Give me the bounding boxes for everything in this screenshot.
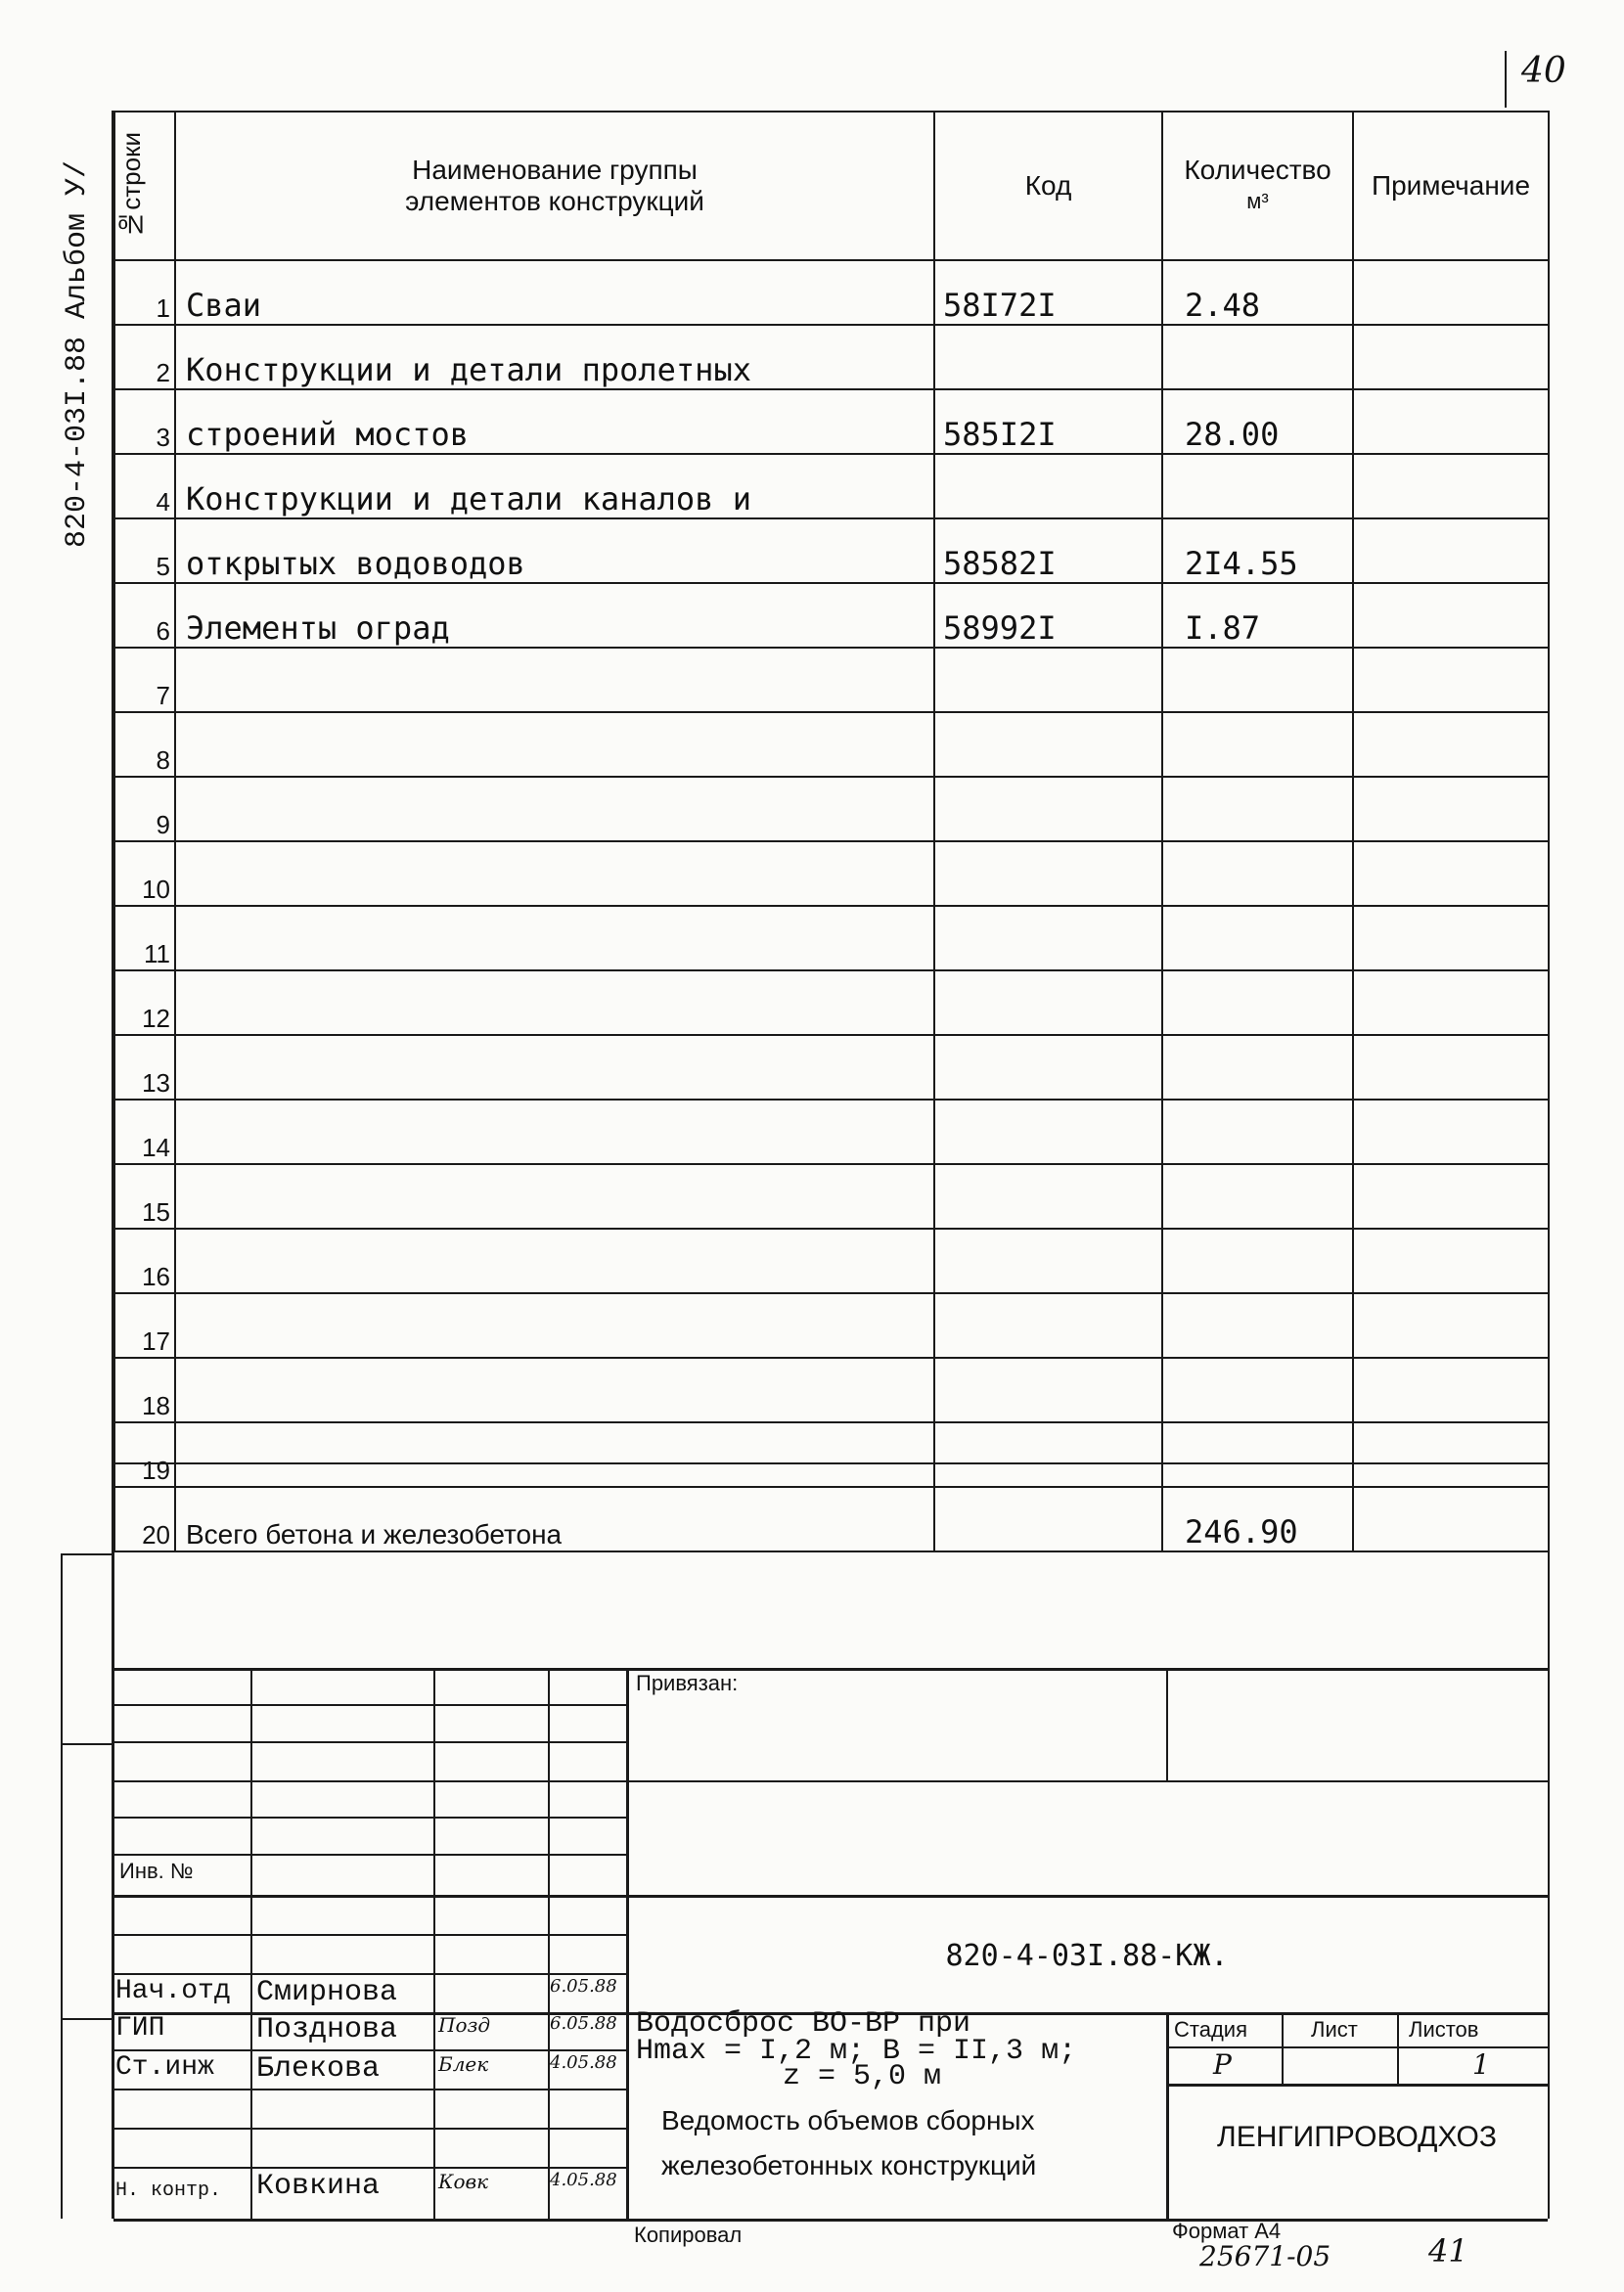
row-code — [934, 648, 1162, 712]
row-code — [934, 1487, 1162, 1551]
row-quantity — [1162, 1229, 1353, 1293]
table-row — [114, 325, 1549, 389]
row-number: 12 — [114, 970, 175, 1035]
row-number: 14 — [114, 1100, 175, 1164]
header-code: Код — [934, 112, 1162, 260]
signer-signature: Ковк — [438, 2170, 489, 2193]
table-row — [114, 1229, 1549, 1293]
signer-role: ГИП — [115, 2013, 165, 2044]
margin-line — [61, 1553, 113, 1555]
header-note: Примечание — [1353, 112, 1549, 260]
signer-signature: Блек — [438, 2052, 489, 2076]
row-quantity — [1162, 841, 1353, 906]
row-number: 10 — [114, 841, 175, 906]
row-name — [175, 1100, 934, 1164]
row-quantity — [1162, 1422, 1353, 1487]
table-row — [114, 583, 1549, 648]
row-note — [1353, 454, 1549, 518]
row-code — [934, 1358, 1162, 1422]
row-name — [175, 712, 934, 777]
table-row — [114, 1487, 1549, 1551]
row-number: 11 — [114, 906, 175, 970]
row-note — [1353, 1100, 1549, 1164]
row-note — [1353, 1487, 1549, 1551]
row-code — [934, 454, 1162, 518]
margin-line — [61, 2018, 113, 2020]
row-note — [1353, 777, 1549, 841]
row-quantity — [1162, 648, 1353, 712]
row-code — [934, 1035, 1162, 1100]
row-quantity — [1162, 970, 1353, 1035]
row-name — [175, 841, 934, 906]
row-quantity: 2I4.55 — [1162, 518, 1353, 583]
row-quantity: I.87 — [1162, 583, 1353, 648]
row-note — [1353, 389, 1549, 454]
format-label: Формат А4 — [1172, 2219, 1282, 2243]
margin-line — [61, 1743, 113, 1745]
row-name — [175, 970, 934, 1035]
row-code — [934, 1100, 1162, 1164]
row-name — [175, 1358, 934, 1422]
stamp-hline — [113, 2049, 626, 2051]
organization: ЛЕНГИПРОВОДХОЗ — [1217, 2121, 1497, 2153]
subtitle-line-2: железобетонных конструкций — [661, 2150, 1037, 2180]
sheets-label: Листов — [1409, 2017, 1479, 2042]
row-quantity: 28.00 — [1162, 389, 1353, 454]
stamp-hline — [113, 1895, 1548, 1898]
row-quantity — [1162, 1164, 1353, 1229]
page-number: 40 — [1521, 51, 1566, 91]
row-quantity: 2.48 — [1162, 260, 1353, 325]
signer-name: Позднова — [256, 2013, 398, 2046]
row-note — [1353, 325, 1549, 389]
row-quantity — [1162, 454, 1353, 518]
row-name: Конструкции и детали каналов и — [175, 454, 934, 518]
stamp-vline — [548, 1668, 550, 2219]
row-code — [934, 970, 1162, 1035]
row-code — [934, 1164, 1162, 1229]
row-code — [934, 712, 1162, 777]
row-name: открытых водоводов — [175, 518, 934, 583]
volumes-table — [113, 111, 1550, 1552]
table-row — [114, 389, 1549, 454]
header-quantity: Количество м³ — [1162, 112, 1353, 260]
row-note — [1353, 1035, 1549, 1100]
stamp-vline — [433, 1668, 435, 2219]
row-code: 58582I — [934, 518, 1162, 583]
stamp-hline — [113, 1780, 1548, 1782]
signer-role: Н. контр. — [115, 2180, 222, 2202]
row-note — [1353, 583, 1549, 648]
row-note — [1353, 712, 1549, 777]
row-note — [1353, 1422, 1549, 1487]
signer-date: 6.05.88 — [550, 1976, 617, 1997]
row-quantity — [1162, 712, 1353, 777]
row-quantity — [1162, 777, 1353, 841]
table-row — [114, 970, 1549, 1035]
signer-name: Смирнова — [256, 1976, 398, 2009]
row-note — [1353, 841, 1549, 906]
row-number: 1 — [114, 260, 175, 325]
signer-date: 4.05.88 — [550, 2170, 617, 2190]
table-row — [114, 1100, 1549, 1164]
row-name: Сваи — [175, 260, 934, 325]
signer-name: Блекова — [256, 2052, 381, 2086]
row-code — [934, 1229, 1162, 1293]
row-code — [934, 777, 1162, 841]
row-number: 13 — [114, 1035, 175, 1100]
row-name — [175, 1422, 934, 1487]
stamp-bottom-line — [113, 2219, 1548, 2222]
row-quantity — [1162, 325, 1353, 389]
subtitle-line-1: Ведомость объемов сборных — [661, 2105, 1035, 2135]
row-note — [1353, 1293, 1549, 1358]
row-note — [1353, 648, 1549, 712]
row-note — [1353, 1358, 1549, 1422]
side-label: 820-4-03I.88 Альбом У/ — [61, 159, 94, 548]
row-name — [175, 1293, 934, 1358]
stamp-vline — [1282, 2012, 1284, 2084]
row-number: 3 — [114, 389, 175, 454]
stamp-hline — [113, 2128, 626, 2130]
header-row-no: №строки — [114, 112, 175, 260]
stamp-vline — [1397, 2012, 1399, 2084]
row-name — [175, 1229, 934, 1293]
stamp-hline — [113, 2167, 626, 2169]
row-name — [175, 648, 934, 712]
stamp-vline — [1166, 2012, 1169, 2219]
signer-role: Нач.отд — [115, 1976, 231, 2006]
signer-role: Ст.инж — [115, 2052, 214, 2083]
row-quantity — [1162, 906, 1353, 970]
row-note — [1353, 260, 1549, 325]
table-row — [114, 841, 1549, 906]
row-quantity: 246.90 — [1162, 1487, 1353, 1551]
row-number: 7 — [114, 648, 175, 712]
row-number: 2 — [114, 325, 175, 389]
table-row — [114, 1358, 1549, 1422]
table-bottom-line — [113, 1462, 1548, 1464]
title-line-1: Водосброс ВО-ВР при — [636, 2007, 971, 2041]
table-row — [114, 648, 1549, 712]
row-code — [934, 841, 1162, 906]
row-name: Конструкции и детали пролетных — [175, 325, 934, 389]
row-quantity — [1162, 1035, 1353, 1100]
row-code — [934, 1293, 1162, 1358]
table-row — [114, 712, 1549, 777]
table-row — [114, 260, 1549, 325]
row-number: 5 — [114, 518, 175, 583]
stamp-top-line — [113, 1668, 1548, 1671]
table-row — [114, 454, 1549, 518]
linked-label: Привязан: — [636, 1671, 739, 1695]
row-name: Элементы оград — [175, 583, 934, 648]
stamp-hline — [113, 2089, 626, 2090]
table-row — [114, 1422, 1549, 1487]
table-row — [114, 518, 1549, 583]
stamp-hline — [113, 1741, 626, 1743]
table-row — [114, 1035, 1549, 1100]
handwritten-number: 25671-05 — [1199, 2240, 1331, 2272]
stamp-hline — [113, 1973, 626, 1975]
row-number: 15 — [114, 1164, 175, 1229]
row-number: 8 — [114, 712, 175, 777]
stamp-hline — [1166, 2084, 1548, 2087]
row-code — [934, 1422, 1162, 1487]
copied-label: Копировал — [634, 2223, 743, 2247]
row-code — [934, 906, 1162, 970]
document-code: 820-4-03I.88-КЖ. — [945, 1939, 1229, 1973]
stamp-hline — [113, 1817, 626, 1819]
row-number: 18 — [114, 1358, 175, 1422]
table-row — [114, 1164, 1549, 1229]
row-note — [1353, 906, 1549, 970]
row-name — [175, 777, 934, 841]
row-code: 58992I — [934, 583, 1162, 648]
signer-date: 6.05.88 — [550, 2013, 617, 2034]
row-name: строений мостов — [175, 389, 934, 454]
row-number: 17 — [114, 1293, 175, 1358]
signer-date: 4.05.88 — [550, 2052, 617, 2073]
title-line-3: z = 5,0 м — [783, 2060, 942, 2093]
row-number: 20 — [114, 1487, 175, 1551]
stamp-hline — [113, 1854, 626, 1856]
stage-value: Р — [1213, 2048, 1232, 2081]
row-number: 19 — [114, 1422, 175, 1487]
table-row — [114, 777, 1549, 841]
header-name: Наименование группы элементов конструкций — [175, 112, 934, 260]
page-number-bar — [1505, 51, 1507, 108]
row-number: 9 — [114, 777, 175, 841]
stamp-vline — [250, 1668, 252, 2219]
row-note — [1353, 1229, 1549, 1293]
table-row — [114, 906, 1549, 970]
row-name: Всего бетона и железобетона — [175, 1487, 934, 1551]
stamp-hline — [113, 1934, 626, 1936]
row-quantity — [1162, 1358, 1353, 1422]
inv-label: Инв. № — [119, 1859, 194, 1883]
signer-name: Ковкина — [256, 2170, 381, 2203]
row-quantity — [1162, 1100, 1353, 1164]
row-number: 6 — [114, 583, 175, 648]
row-number: 16 — [114, 1229, 175, 1293]
row-name — [175, 906, 934, 970]
title-line-2: Hmax = I,2 м; B = II,3 м; — [636, 2035, 1077, 2068]
row-code: 585I2I — [934, 389, 1162, 454]
sheet-label: Лист — [1311, 2017, 1358, 2042]
stage-label: Стадия — [1174, 2017, 1247, 2042]
row-note — [1353, 1164, 1549, 1229]
row-quantity — [1162, 1293, 1353, 1358]
row-code — [934, 325, 1162, 389]
row-note — [1353, 970, 1549, 1035]
row-code: 58I72I — [934, 260, 1162, 325]
handwritten-page: 41 — [1428, 2232, 1468, 2270]
row-name — [175, 1035, 934, 1100]
table-row — [114, 1293, 1549, 1358]
stamp-hline — [113, 1704, 626, 1706]
margin-vline — [61, 1553, 63, 2219]
row-name — [175, 1164, 934, 1229]
row-number: 4 — [114, 454, 175, 518]
signer-signature: Позд — [438, 2013, 491, 2037]
row-note — [1353, 518, 1549, 583]
sheets-value: 1 — [1472, 2048, 1490, 2081]
stamp-vline — [1166, 1668, 1168, 1780]
